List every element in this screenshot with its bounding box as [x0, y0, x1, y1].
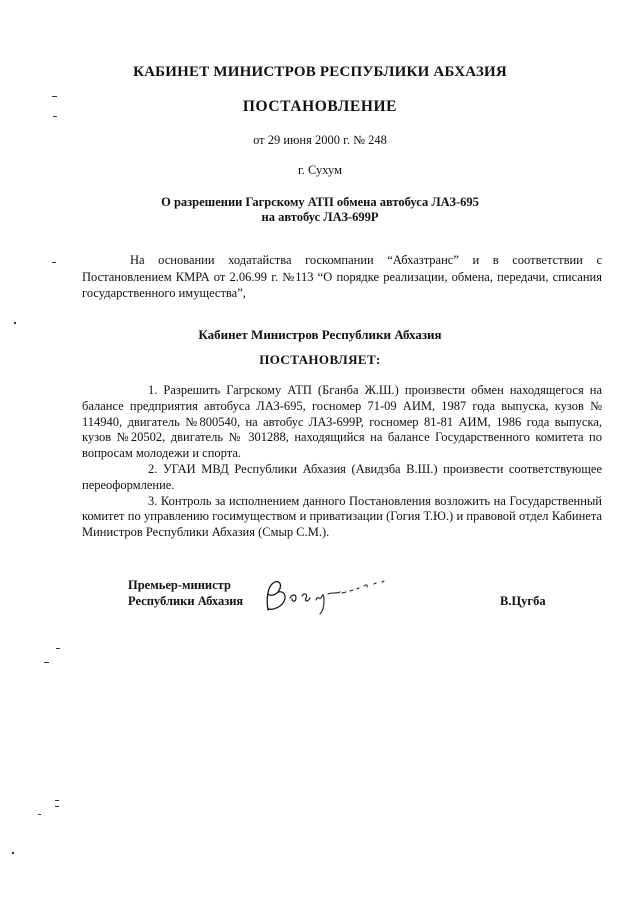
resolves-heading: ПОСТАНОВЛЯЕТ:	[259, 352, 381, 367]
scan-speck	[55, 800, 59, 801]
preamble-paragraph: На основании ходатайства госкомпании “Абхазтранс” и в соответствии с Постановлением КМРА от 2.06.99 г. №113 “О порядке реализации, обмена, передачи, списания государственного имущества”,	[82, 253, 602, 300]
date-number-line: от 29 июня 2000 г. № 248	[253, 133, 387, 147]
resolution-item-1: 1. Разрешить Гагрскому АТП (Бганба Ж.Ш.) произвести обмен находящегося на балансе предприятия автобуса ЛАЗ-695, госномер 71-09 АИМ, 1987 года выпуска, кузов № 114940, двигатель №800540, на автобус ЛАЗ-699Р, госномер 81-81 АИМ, 1986 года выпуска, кузов №20502, двигатель № 301288, находящийся на балансе Государственного комитета по вопросам молодежи и спорта.	[82, 383, 602, 461]
scan-speck	[38, 814, 41, 815]
scan-speck	[53, 116, 57, 117]
city-line: г. Сухум	[297, 163, 342, 177]
organization-heading: КАБИНЕТ МИНИСТРОВ РЕСПУБЛИКИ АБХАЗИЯ	[133, 64, 507, 80]
scan-speck	[14, 322, 16, 324]
scan-speck	[12, 852, 14, 854]
scan-speck	[52, 96, 57, 97]
subject-line-2: на автобус ЛАЗ-699Р	[261, 210, 379, 224]
scan-speck	[56, 648, 60, 649]
signatory-title-line-2: Республики Абхазия	[128, 593, 244, 608]
signatory-title	[128, 578, 243, 609]
signer-name: В.Цугба	[500, 594, 546, 608]
signatory-title-line-1: Премьер-министр	[128, 578, 231, 592]
subject-line-1: О разрешении Гагрскому АТП обмена автобуса ЛАЗ-695	[161, 195, 479, 209]
scan-speck	[52, 262, 56, 263]
document-type-heading: ПОСТАНОВЛЕНИЕ	[242, 98, 398, 115]
resolution-item-3: 3. Контроль за исполнением данного Постановления возложить на Государственный комитет по управлению госимуществом и приватизации (Гогия Т.Ю.) и правовой отдел Кабинета Министров Республики Абхазия (Смыр С.М.).	[82, 493, 602, 540]
handwritten-signature	[262, 572, 402, 620]
scan-speck	[44, 662, 49, 663]
subject-title	[0, 195, 640, 225]
resolution-items	[82, 383, 602, 541]
resolution-item-2: 2. УГАИ МВД Республики Абхазия (Авидзба В.Ш.) произвести соответствующее переоформление.	[82, 461, 602, 492]
scan-speck	[55, 806, 59, 807]
resolving-body: Кабинет Министров Республики Абхазия	[198, 327, 442, 342]
